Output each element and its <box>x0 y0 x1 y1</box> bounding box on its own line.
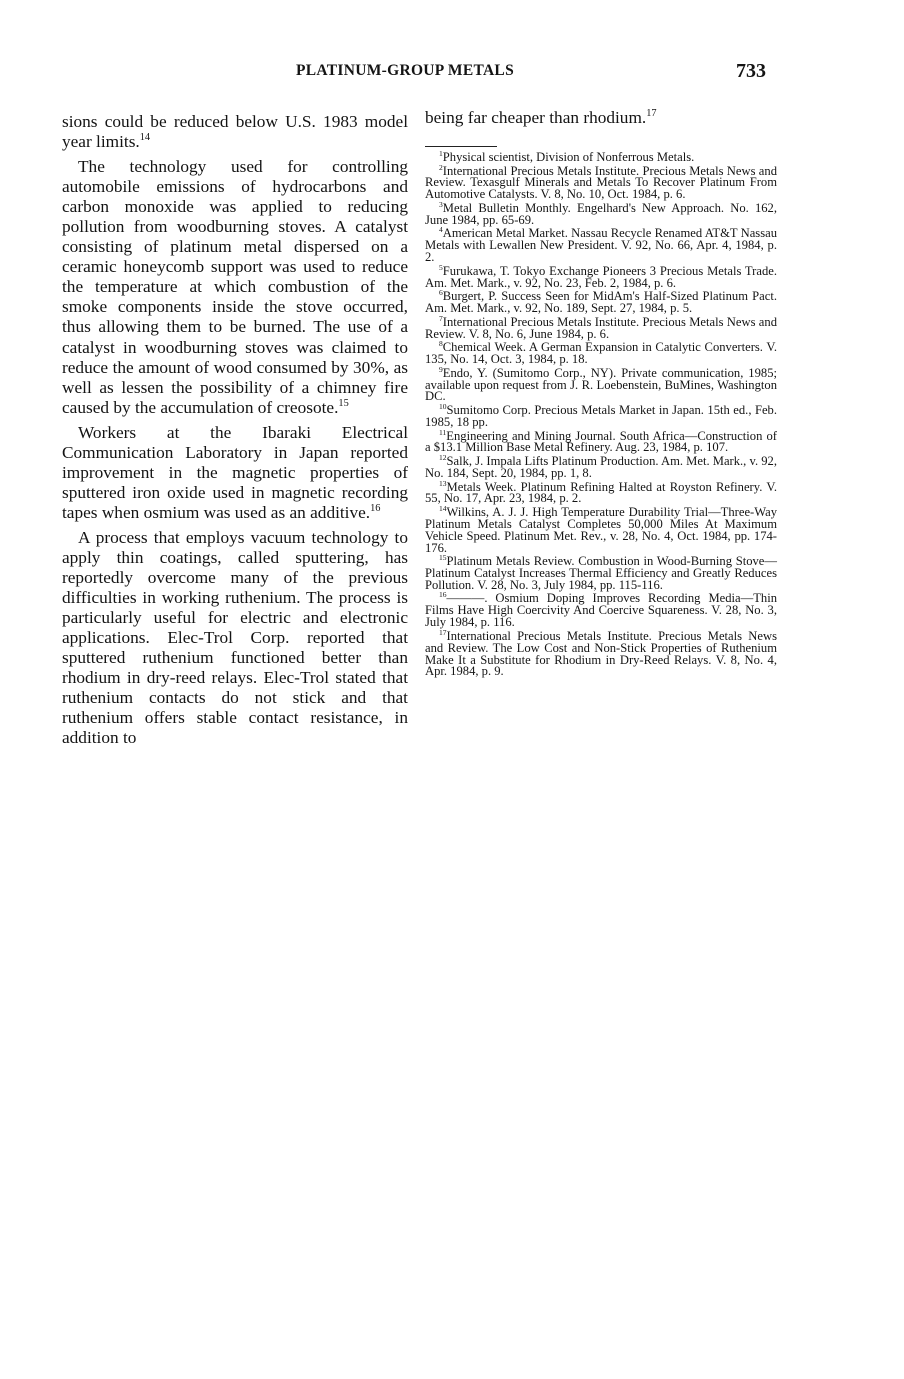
footnote <box>425 590 777 630</box>
footnote-text: Engineering and Mining Journal. South Africa—Construction of a $13.1 Million Base Metal Refinery. Aug. 23, 1984, p. 107. <box>425 428 777 455</box>
footnote-text: Furukawa, T. Tokyo Exchange Pioneers 3 Precious Metals Trade. Am. Met. Mark., v. 92, No. 23, Feb. 2, 1984, p. 6. <box>425 263 777 290</box>
footnote-number: 3 <box>439 199 443 209</box>
footnote <box>425 401 777 429</box>
footnote-text: Platinum Metals Review. Combustion in Wood-Burning Stove—Platinum Catalyst Increases Thermal Efficiency and Greatly Reduces Pollution. V. 28, No. 3, July 1984, pp. 115-116. <box>425 554 777 592</box>
footnote-ref: 15 <box>338 397 349 409</box>
footnote <box>425 313 777 341</box>
paragraph <box>62 112 408 152</box>
footnotes-list <box>425 148 777 679</box>
footnote <box>425 262 777 290</box>
footnote <box>425 427 777 455</box>
footnote-text: Burgert, P. Success Seen for MidAm's Half-Sized Platinum Pact. Am. Met. Mark., v. 92, No. 189, Sept. 27, 1984, p. 5. <box>425 289 777 316</box>
footnote-number: 17 <box>439 627 447 637</box>
footnote <box>425 288 777 316</box>
paragraph-text: A process that employs vacuum technology to apply thin coatings, called sputtering, has reportedly overcome many of the previous difficulties in working ruthenium. The process is particularly useful for electric and electronic applications. Elec-Trol Corp. reported that sputtered ruthenium functioned better than rhodium in dry-reed relays. Elec-Trol stated that ruthenium contacts do not stick and that ruthenium offers stable contact resistance, in addition to <box>62 527 408 748</box>
footnote-text: ———. Osmium Doping Improves Recording Media—Thin Films Have High Coercivity And Coercive Squareness. V. 28, No. 3, July 1984, p. 116. <box>425 591 777 630</box>
footnote <box>425 503 777 555</box>
footnote-number: 10 <box>439 401 447 411</box>
footnote <box>425 162 777 202</box>
footnote-number: 11 <box>439 427 447 437</box>
paragraph-text: The technology used for controlling automobile emissions of hydrocarbons and carbon monoxide was applied to reducing pollution from woodburning stoves. A catalyst consisting of platinum metal dispersed on a ceramic honeycomb support was used to reduce the temperature at which combustion of the smoke components inside the stove occurred, thus allowing them to be burned. The use of a catalyst in woodburning stoves was claimed to reduce the amount of wood consumed by 30%, as well as lessen the possibility of a chimney fire caused by the accumulation of creosote. <box>62 157 408 417</box>
footnote <box>425 199 777 227</box>
footnote-ref: 16 <box>370 503 381 515</box>
footnote-number: 7 <box>439 313 443 323</box>
footnote-text: Endo, Y. (Sumitomo Corp., NY). Private communication, 1985; available upon request from J. R. Loebenstein, BuMines, Washington DC. <box>425 365 777 404</box>
footnote-number: 16 <box>439 590 447 600</box>
footnote-number: 9 <box>439 364 443 374</box>
footnote-divider <box>425 146 497 147</box>
page-number: 733 <box>736 60 766 82</box>
paragraph <box>62 423 408 523</box>
footnote-text: Physical scientist, Division of Nonferrous Metals. <box>442 150 695 164</box>
footnote <box>425 478 777 506</box>
footnote-text: American Metal Market. Nassau Recycle Renamed AT&T Nassau Metals with Lewallen New President. V. 92, No. 66, Apr. 4, 1984, p. 2. <box>425 226 777 265</box>
footnote <box>425 452 777 480</box>
footnote-ref: 17 <box>646 108 657 120</box>
footnote-number: 5 <box>439 262 443 272</box>
footnote <box>425 627 777 679</box>
footnote-number: 8 <box>439 339 443 349</box>
footnote-text: Metal Bulletin Monthly. Engelhard's New Approach. No. 162, June 1984, pp. 65-69. <box>425 200 777 227</box>
running-header-title: PLATINUM-GROUP METALS <box>296 62 514 79</box>
paragraph-text: Workers at the Ibaraki Electrical Communication Laboratory in Japan reported improvement in the magnetic properties of sputtered iron oxide used in magnetic recording tapes when osmium was used as an additive. <box>62 422 408 522</box>
footnote-text: International Precious Metals Institute. Precious Metals News and Review. V. 8, No. 6, June 1984, p. 6. <box>425 314 777 341</box>
footnote <box>425 339 777 367</box>
footnote-number: 1 <box>439 148 443 158</box>
paragraph-continuation <box>425 108 777 128</box>
footnote <box>425 225 777 265</box>
footnote <box>425 148 777 164</box>
footnote-number: 13 <box>439 478 447 488</box>
paragraph-text: sions could be reduced below U.S. 1983 model year limits. <box>62 112 408 152</box>
footnote-number: 2 <box>439 162 443 172</box>
footnote-number: 6 <box>439 288 443 298</box>
footnote-text: Wilkins, A. J. J. High Temperature Durability Trial—Three-Way Platinum Metals Catalyst Completes 50,000 Miles At Maximum Vehicle Speed. Platinum Met. Rev., v. 28, No. 4, Oct. 1984, pp. 174-176. <box>425 504 777 555</box>
footnote-text: Chemical Week. A German Expansion in Catalytic Converters. V. 135, No. 14, Oct. 3, 1984, p. 18. <box>425 340 777 367</box>
footnote-text: Salk, J. Impala Lifts Platinum Production. Am. Met. Mark., v. 92, No. 184, Sept. 20, 1984, pp. 1, 8. <box>425 454 777 480</box>
right-text-column <box>425 108 777 680</box>
footnote-text: Sumitomo Corp. Precious Metals Market in Japan. 15th ed., Feb. 1985, 18 pp. <box>425 403 777 429</box>
footnote-number: 12 <box>439 452 447 462</box>
footnote-text: International Precious Metals Institute. Precious Metals News and Review. Texasgulf Minerals and Metals To Recover Platinum From Automotive Catalysts. V. 8, No. 10, Oct. 1984, p. 6. <box>425 163 777 202</box>
footnote-number: 14 <box>439 503 447 513</box>
footnote-text: International Precious Metals Institute. Precious Metals News and Review. The Low Cost and Non-Stick Properties of Ruthenium Make It a Substitute for Rhodium in Dry-Reed Relays. V. 8, No. 4, Apr. 1984, p. 9. <box>425 628 777 679</box>
footnote-number: 15 <box>439 552 447 562</box>
paragraph <box>62 157 408 418</box>
paragraph <box>62 528 408 749</box>
footnote-number: 4 <box>439 225 443 235</box>
left-text-column <box>62 112 408 753</box>
footnote <box>425 364 777 404</box>
footnote-ref: 14 <box>139 132 151 144</box>
paragraph-text: being far cheaper than rhodium. <box>425 108 647 127</box>
footnote <box>425 552 777 592</box>
footnote-text: Metals Week. Platinum Refining Halted at Royston Refinery. V. 55, No. 17, Apr. 23, 1984, p. 2. <box>425 479 777 506</box>
